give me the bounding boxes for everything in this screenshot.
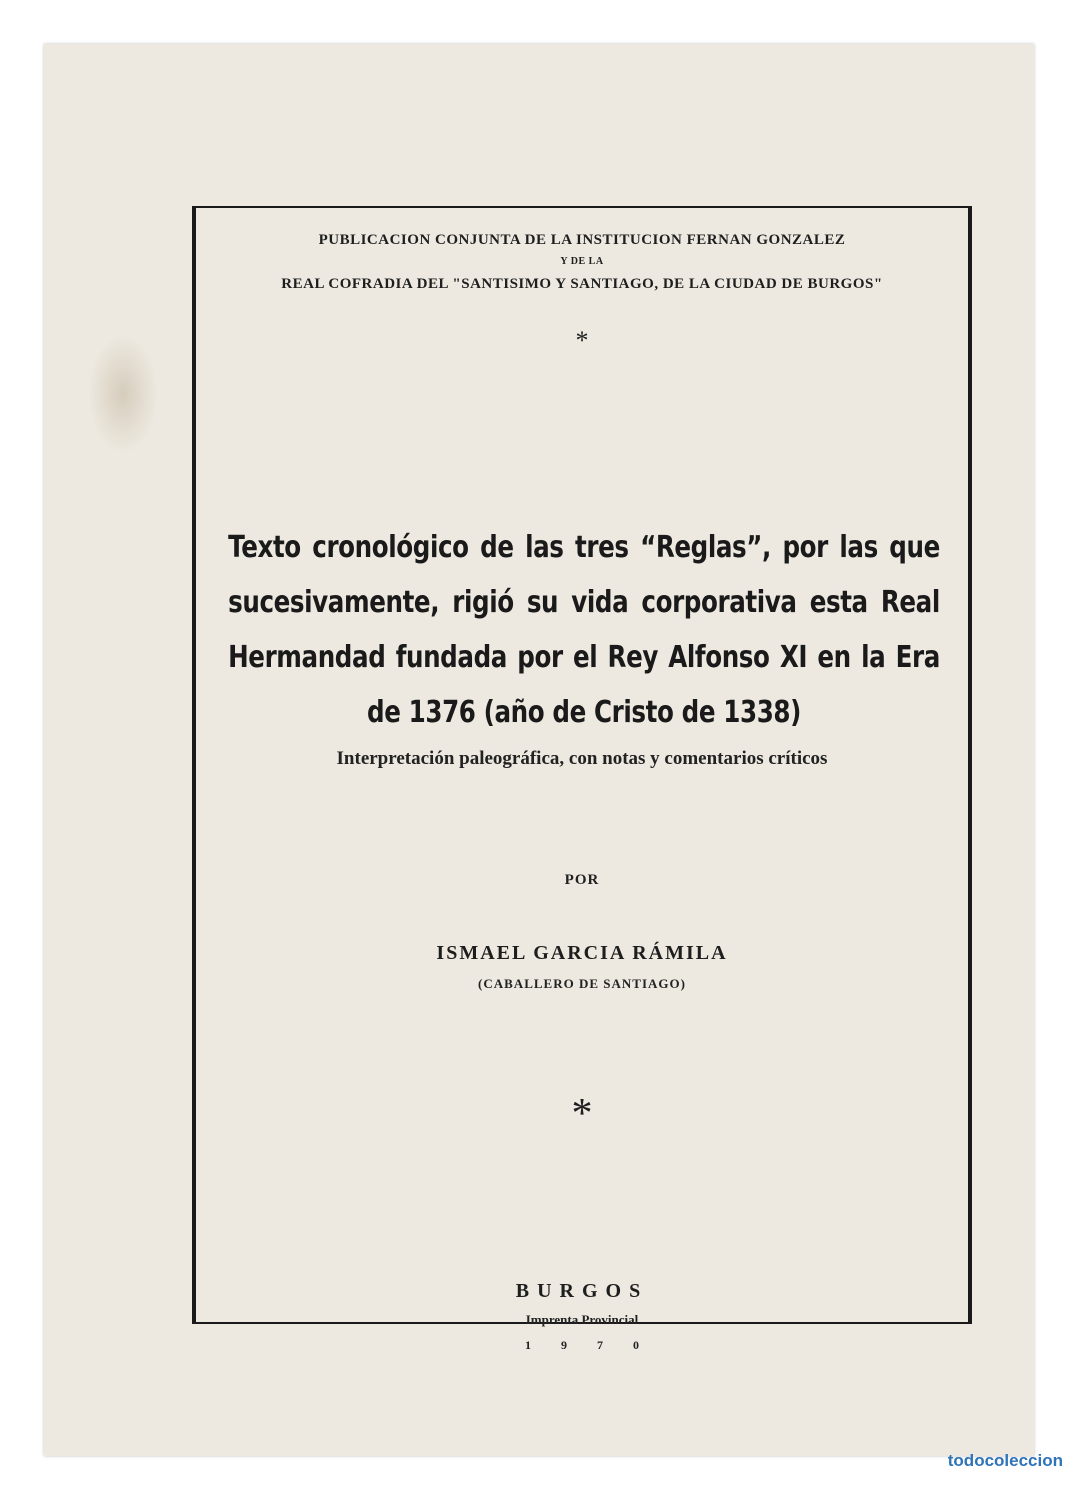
imprint-year: 1970 xyxy=(525,1338,669,1352)
paper-stain xyxy=(88,334,158,454)
imprint-printer: Imprenta Provincial xyxy=(525,1312,639,1327)
title-page-frame xyxy=(192,206,972,1352)
watermark-logo: todocoleccion xyxy=(947,1451,1063,1470)
document-page xyxy=(44,44,1034,1456)
author-title: (CABALLERO DE SANTIAGO) xyxy=(478,976,686,991)
author-name: ISMAEL GARCIA RÁMILA xyxy=(436,942,728,964)
by-label: POR xyxy=(564,872,600,888)
book-subtitle: Interpretación paleográfica, con notas y comentarios críticos xyxy=(336,748,828,769)
asterisk-ornament-bottom: * xyxy=(571,1091,593,1137)
imprint-city: BURGOS xyxy=(515,1280,649,1302)
asterisk-ornament-top: * xyxy=(575,326,589,355)
book-title: Texto cronológico de las tres “Reglas”, por las que sucesivamente, rigió su vida corporativa esta Real Hermandad fundada por el Rey Alfonso XI en la Era de 1376 (año de Cristo de 1338) xyxy=(228,530,940,730)
publisher-line-3: REAL COFRADIA DEL "SANTISIMO Y SANTIAGO, DE LA CIUDAD DE BURGOS" xyxy=(281,276,883,292)
publisher-line-2: Y DE LA xyxy=(560,256,604,267)
publisher-line-1: PUBLICACION CONJUNTA DE LA INSTITUCION FERNAN GONZALEZ xyxy=(318,232,846,248)
